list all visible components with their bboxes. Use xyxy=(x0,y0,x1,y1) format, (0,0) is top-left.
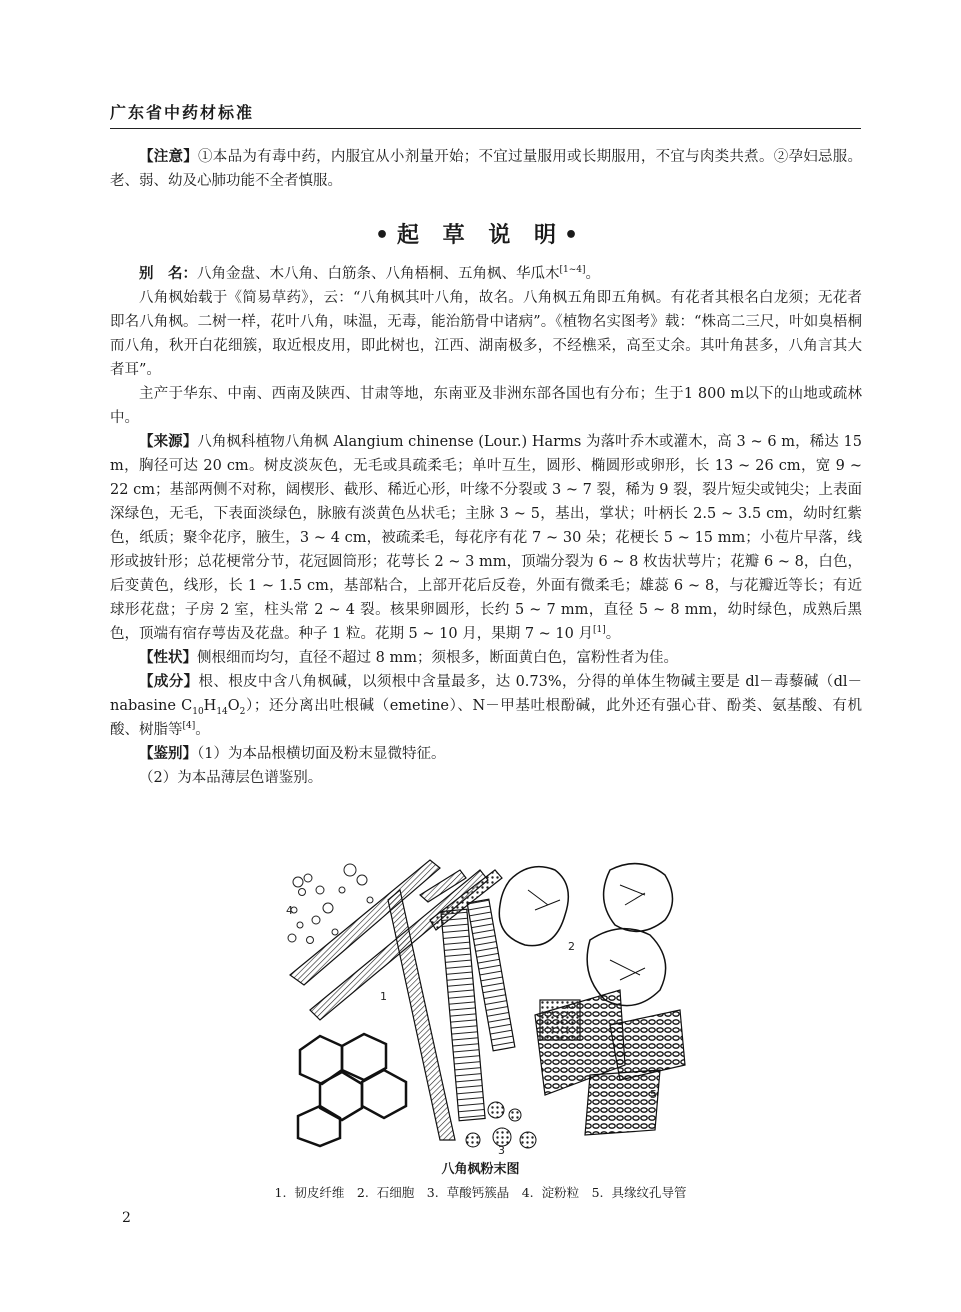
main-text xyxy=(110,262,862,790)
aliases-ref: [1~4] xyxy=(559,265,586,276)
identification-text-1: （1）为本品根横切面及粉末显微特征。 xyxy=(197,746,446,762)
source-ref: [1] xyxy=(592,625,606,636)
source-text: 八角枫科植物八角枫 Alangium chinense (Lour.) Harms 为落叶乔木或灌木，高 3 ~ 6 m，稀达 15 m，胸径可达 20 cm。树皮淡灰色，无毛或具疏柔毛；单叶互生，圆形、椭圆形或卵形，长 13 ~ 26 cm，宽 9 ~ 22 cm；基部两侧不对称，阔楔形、截形、稀近心形，叶缘不分裂或 3 ~ 7 裂，稀为 9 裂，裂片短尖或钝尖；上表面深绿色，无毛，下表面淡绿色，脉腋有淡黄色丛状毛；主脉 3 ~ 5，基出，掌状；叶柄长 2.5 ~ 3.5 cm，幼时红紫色，纸质；聚伞花序，腋生，3 ~ 4 cm，被疏柔毛，每花序有花 7 ~ 30 朵；花梗长 5 ~ 15 mm；小苞片早落，线形或披针形；总花梗常分节，花冠圆筒形；花萼长 2 ~ 3 mm，顶端分裂为 6 ~ 8 枚齿状萼片；花瓣 6 ~ 8，白色，后变黄色，线形，长 1 ~ 1.5 cm，基部粘合，上部开花后反卷，外面有微柔毛；雄蕊 6 ~ 8，与花瓣近等长；有近球形花盘；子房 2 室，柱头常 2 ~ 4 裂。核果卵圆形，长约 5 ~ 7 mm，直径 5 ~ 8 mm，幼时绿色，成熟后黑色，顶端有宿存萼齿及花盘。种子 1 粒。花期 5 ~ 10 月，果期 7 ~ 10 月 xyxy=(110,434,862,642)
stone-cells xyxy=(499,864,672,1006)
identification-label: 【鉴别】 xyxy=(139,745,197,762)
figure-label-1: 1 xyxy=(380,990,387,1003)
page-number: 2 xyxy=(122,1210,131,1226)
source-end: 。 xyxy=(605,626,621,642)
properties-text: 侧根细而均匀，直径不超过 8 mm；须根多，断面黄白色，富粉性者为佳。 xyxy=(197,650,678,666)
constituents-text-b: H xyxy=(203,698,217,714)
constituents-text-a: 根、根皮中含八角枫碱，以须根中含量最多，达 0.73%，分得的单体生物碱主要是 dl－毒藜碱（dl－nabasine C xyxy=(110,674,863,714)
figure-label-5: 5 xyxy=(650,1088,657,1101)
properties-paragraph xyxy=(110,646,862,670)
figure-label-2: 2 xyxy=(568,940,575,953)
formula-sub-1: 10 xyxy=(192,706,204,717)
distribution-paragraph: 主产于华东、中南、西南及陕西、甘肃等地，东南亚及非洲东部各国也有分布；生于1 800 m以下的山地或疏林中。 xyxy=(110,386,862,426)
figure-label-4: 4 xyxy=(286,904,293,917)
constituents-label: 【成分】 xyxy=(139,673,199,690)
figure-label-3: 3 xyxy=(498,1144,505,1155)
source-label: 【来源】 xyxy=(139,433,198,450)
constituents-text-d: ）；还分离出吐根碱（emetine）、N－甲基吐根酚碱，此外还有强心苷、酚类、氨基酸、有机酸、树脂等 xyxy=(110,698,862,738)
caution-text: ①本品为有毒中药，内服宜从小剂量开始；不宜过量服用或长期服用，不宜与肉类共煮。②孕妇忌服。老、弱、幼及心肺功能不全者慎服。 xyxy=(110,149,863,189)
constituents-ref: [4] xyxy=(182,721,196,732)
powder-illustration xyxy=(280,850,700,1155)
constituents-paragraph xyxy=(110,670,862,742)
header-rule xyxy=(110,128,861,129)
aliases-text: 八角金盘、木八角、白筋条、八角梧桐、五角枫、华瓜木 xyxy=(197,266,560,282)
running-header: 广东省中药材标准 xyxy=(110,103,255,122)
properties-label: 【性状】 xyxy=(139,649,197,666)
source-paragraph xyxy=(110,430,862,646)
aliases-label: 别 名： xyxy=(139,265,197,282)
caution-section xyxy=(110,145,862,193)
figure-legend: 1. 韧皮纤维 2. 石细胞 3. 草酸钙簇晶 4. 淀粉粒 5. 具缘纹孔导管 xyxy=(274,1185,687,1200)
aliases-paragraph xyxy=(110,262,862,286)
caution-label: 【注意】 xyxy=(139,148,199,165)
cork-cells xyxy=(298,1034,406,1146)
section-title: •起 草 说 明• xyxy=(374,223,587,248)
formula-sub-2: 14 xyxy=(216,706,228,717)
formula-sub-3: 2 xyxy=(239,706,246,717)
constituents-text-c: O xyxy=(227,698,240,714)
aliases-end: 。 xyxy=(585,266,601,282)
history-paragraph: 八角枫始载于《简易草药》，云：“八角枫其叶八角，故名。八角枫五角即五角枫。有花者其根名白龙须；无花者即名八角枫。二树一样，花叶八角，味温，无毒，能治筋骨中诸病”。《植物名实图考》载：“株高二三尺，叶如臭梧桐而八角，秋开白花细簇，取近根皮用，即此树也，江西、湖南极多，不经樵采，高至丈余。其叶角甚多，八角言其大者耳”。 xyxy=(110,290,862,378)
identification-item-1 xyxy=(110,742,862,766)
figure-caption: 八角枫粉末图 xyxy=(441,1162,520,1177)
identification-item-2: （2）为本品薄层色谱鉴别。 xyxy=(139,770,323,786)
constituents-end: 。 xyxy=(195,722,210,738)
